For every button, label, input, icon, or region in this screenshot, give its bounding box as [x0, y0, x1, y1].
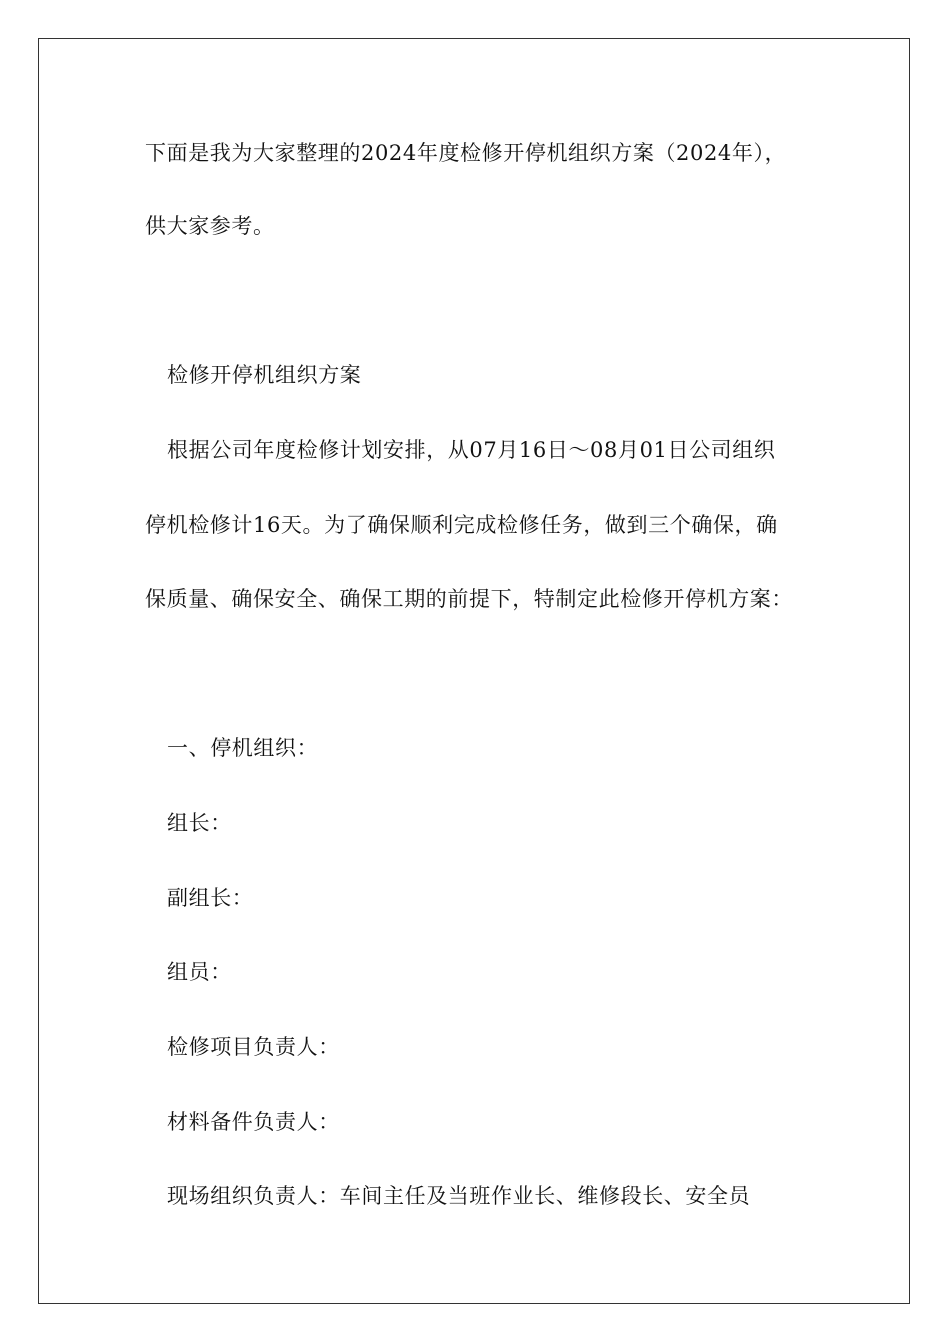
- intro-line-1: 下面是我为大家整理的2024年度检修开停机组织方案（2024年），: [145, 141, 787, 165]
- paragraph-line-3: 保质量、确保安全、确保工期的前提下，特制定此检修开停机方案：: [145, 587, 793, 611]
- deputy-leader-label: 副组长：: [167, 886, 254, 910]
- leader-label: 组长：: [167, 811, 232, 835]
- paragraph-line-2: 停机检修计16天。为了确保顺利完成检修任务，做到三个确保，确: [145, 513, 778, 537]
- site-owner-label: 现场组织负责人：车间主任及当班作业长、维修段长、安全员: [167, 1184, 751, 1208]
- paragraph-line-1: 根据公司年度检修计划安排，从07月16日～08月01日公司组织: [167, 438, 776, 462]
- members-label: 组员：: [167, 960, 232, 984]
- intro-line-2: 供大家参考。: [145, 214, 275, 238]
- project-owner-label: 检修项目负责人：: [167, 1035, 340, 1059]
- section-title-stop-organization: 一、停机组织：: [167, 736, 319, 760]
- document-heading: 检修开停机组织方案: [167, 363, 362, 387]
- materials-owner-label: 材料备件负责人：: [167, 1110, 340, 1134]
